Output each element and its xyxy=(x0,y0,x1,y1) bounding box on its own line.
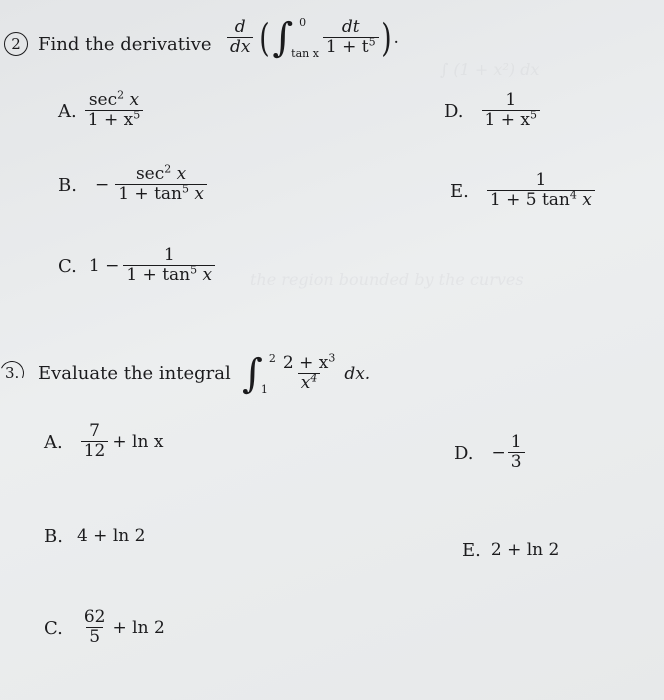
q2-period: . xyxy=(393,28,399,48)
q2-c-num: 1 xyxy=(163,245,175,266)
q2-b-den: 1 + tan xyxy=(118,184,182,204)
q2-choice-d-frac xyxy=(482,92,540,130)
q2-c-den-exp: 5 xyxy=(190,263,198,277)
q2-choice-b xyxy=(58,160,207,210)
q3-expression xyxy=(242,344,370,404)
q3-choice-a-frac xyxy=(81,423,109,461)
q2-a-den-exp: 5 xyxy=(133,108,141,122)
q3-b-text: 4 + ln 2 xyxy=(76,526,146,546)
q3-c-num: 62 xyxy=(83,607,106,628)
q2-e-den-exp: 4 xyxy=(569,188,577,202)
q3-choice-d-label: D. xyxy=(454,442,474,464)
q2-a-num: sec xyxy=(88,90,118,111)
q2-c-lead: 1 − xyxy=(88,256,120,276)
q2-d-num: d xyxy=(234,17,246,38)
q3-choice-e-label: E. xyxy=(462,539,481,561)
q2-choice-e xyxy=(450,166,595,216)
q3-dx: dx. xyxy=(344,364,371,384)
q2-choice-a-frac xyxy=(85,88,143,130)
q2-d-den: 1 + x xyxy=(484,110,530,130)
q3-integrand-num-exp: 3 xyxy=(328,351,336,365)
q2-integral-sign: ∫ xyxy=(272,15,294,61)
q3-choice-b xyxy=(44,520,145,552)
q2-choice-d xyxy=(444,86,540,136)
q3-e-text: 2 + ln 2 xyxy=(490,540,560,560)
q2-right-paren: ) xyxy=(380,16,392,60)
q3-prompt-row xyxy=(0,353,231,393)
q3-choice-d-frac xyxy=(508,434,525,472)
q2-choice-b-frac xyxy=(115,162,207,204)
q2-e-den: 1 + 5 tan xyxy=(489,190,570,210)
q2-limits xyxy=(291,16,319,60)
q2-integrand-den-exp: 5 xyxy=(368,35,376,49)
q3-choice-a-label: A. xyxy=(44,431,63,453)
q2-choice-c xyxy=(58,240,215,292)
q3-choice-c-label: C. xyxy=(44,617,63,639)
q3-choice-e xyxy=(462,534,559,566)
q2-number-circle xyxy=(4,32,28,56)
q3-a-den: 12 xyxy=(81,441,109,461)
q2-b-den-exp: 5 xyxy=(182,182,189,196)
q2-b-sign: − xyxy=(94,175,110,195)
q2-c-den-var: x xyxy=(202,265,213,285)
q3-number-circle xyxy=(0,358,27,389)
q2-upper-limit: 0 xyxy=(299,16,307,29)
q2-choice-c-frac xyxy=(123,247,215,285)
q2-a-den: 1 + x xyxy=(87,110,134,130)
q3-choice-a xyxy=(44,416,163,468)
q3-choice-c-frac xyxy=(81,609,109,647)
q2-e-num: 1 xyxy=(535,170,547,191)
q3-limits xyxy=(261,352,276,396)
q2-b-num: sec xyxy=(135,164,165,185)
q3-number: 3. xyxy=(4,364,20,382)
q2-prompt-row xyxy=(4,22,212,66)
q3-upper-limit: 2 xyxy=(268,352,276,365)
q2-prompt: Find the derivative xyxy=(38,33,212,55)
q3-choice-c xyxy=(44,600,165,656)
q3-lower-limit: 1 xyxy=(260,383,268,396)
q3-integrand-den: x xyxy=(300,373,311,393)
bleed-through-text: the region bounded by the curves xyxy=(250,270,524,289)
q3-a-num: 7 xyxy=(89,421,100,442)
q3-integrand-num: 2 + x xyxy=(282,353,329,374)
q2-integrand-num: dt xyxy=(341,17,360,38)
q3-integrand xyxy=(280,351,338,393)
bleed-through-text-2: ∫ (1 + x²) dx xyxy=(440,60,540,79)
q3-c-den: 5 xyxy=(86,627,103,647)
q3-d-sign: − xyxy=(491,443,506,463)
q2-left-paren: ( xyxy=(259,16,271,60)
q2-integrand xyxy=(323,19,379,57)
q2-choice-b-label: B. xyxy=(58,174,77,196)
q2-c-den: 1 + tan xyxy=(126,265,191,285)
q3-a-tail: + ln x xyxy=(112,432,164,452)
q2-choice-a xyxy=(58,86,143,136)
q2-choice-d-label: D. xyxy=(444,100,464,122)
q2-choice-c-label: C. xyxy=(58,255,77,277)
q3-choice-d xyxy=(454,427,525,479)
q3-c-tail: + ln 2 xyxy=(112,618,165,638)
q2-d-num: 1 xyxy=(505,90,517,111)
q2-b-den-var: x xyxy=(194,184,204,204)
q2-b-num-var: x xyxy=(176,164,187,185)
q3-d-den: 3 xyxy=(508,452,525,472)
q2-d-den: dx xyxy=(227,37,253,57)
q3-integrand-den-exp: 4 xyxy=(310,371,318,385)
q2-b-num-exp: 2 xyxy=(164,162,172,176)
q2-e-den-var: x xyxy=(582,190,592,210)
q2-lower-limit: tan x xyxy=(291,47,319,60)
q2-number: 2 xyxy=(11,35,21,53)
q2-integrand-den: 1 + t xyxy=(325,37,369,57)
q3-choice-b-label: B. xyxy=(44,525,63,547)
q2-expression xyxy=(227,8,399,68)
q3-integral-sign: ∫ xyxy=(242,351,263,397)
q3-d-num: 1 xyxy=(510,432,522,453)
q3-prompt: Evaluate the integral xyxy=(38,362,231,384)
q2-d-den-exp: 5 xyxy=(529,108,537,122)
q2-choice-e-frac xyxy=(487,172,595,210)
q2-derivative-operator xyxy=(227,19,253,57)
q2-a-num-exp: 2 xyxy=(117,88,125,102)
q2-choice-a-label: A. xyxy=(58,100,77,122)
q2-choice-e-label: E. xyxy=(450,180,469,202)
q2-a-num-var: x xyxy=(129,90,140,111)
